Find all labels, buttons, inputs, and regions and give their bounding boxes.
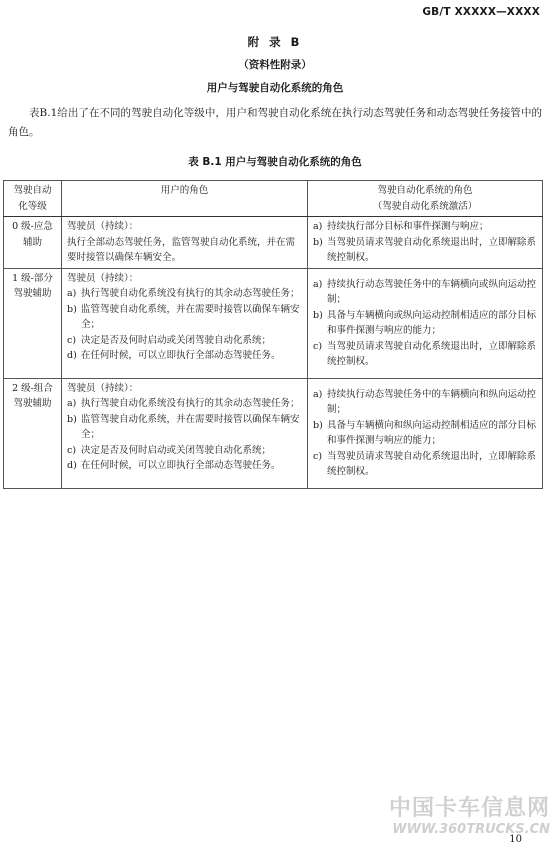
level-cell: 1 级-部分驾驶辅助 xyxy=(4,268,62,378)
item-text: 执行驾驶自动化系统没有执行的其余动态驾驶任务； xyxy=(81,398,300,409)
header-system-role-note: （驾驶自动化系统激活） xyxy=(372,200,478,212)
item-text: 执行驾驶自动化系统没有执行的其余动态驾驶任务； xyxy=(81,288,300,299)
user-role-intro: 驾驶员（持续）： xyxy=(67,221,139,232)
user-role-item xyxy=(67,396,302,412)
item-label: b) xyxy=(313,236,323,248)
system-role-item xyxy=(313,339,537,370)
level-cell: 2 级-组合驾驶辅助 xyxy=(4,378,62,488)
item-label: a) xyxy=(67,398,77,409)
item-text: 持续执行动态驾驶任务中的车辆横向或纵向运动控制； xyxy=(327,278,537,305)
item-label: b) xyxy=(313,309,323,321)
user-role-item xyxy=(67,302,302,333)
watermark-en: WWW.360TRUCKS.CN xyxy=(392,822,550,837)
table-caption: 表 B.1 用户与驾驶自动化系统的角色 xyxy=(188,156,362,168)
item-text: 在任何时候，可以立即执行全部动态驾驶任务。 xyxy=(81,460,281,471)
table-header-row xyxy=(4,181,543,217)
user-role-item xyxy=(67,348,302,364)
appendix-nature: （资料性附录） xyxy=(238,59,312,71)
system-role-item xyxy=(313,449,537,480)
roles-table xyxy=(3,180,543,489)
item-label: a) xyxy=(313,278,323,290)
system-role-item xyxy=(313,387,537,418)
item-label: a) xyxy=(67,288,77,299)
header-system-role-label: 驾驶自动化系统的角色 xyxy=(377,185,473,196)
table-row xyxy=(4,378,543,488)
system-role-item xyxy=(313,219,537,235)
item-text: 持续执行动态驾驶任务中的车辆横向和纵向运动控制； xyxy=(327,388,537,415)
system-role-cell xyxy=(308,378,543,488)
item-label: c) xyxy=(313,450,323,462)
user-role-intro: 驾驶员（持续）： xyxy=(67,382,139,394)
watermark-logo xyxy=(376,796,550,842)
item-label: b) xyxy=(67,303,77,315)
system-role-item xyxy=(313,235,537,266)
level-cell: 0 级-应急辅助 xyxy=(4,217,62,269)
watermark-cn: 中国卡车信息网 xyxy=(388,796,550,821)
user-role-item xyxy=(67,286,302,302)
item-text: 在任何时候，可以立即执行全部动态驾驶任务。 xyxy=(81,350,281,361)
item-text: 具备与车辆横向和纵向运动控制相适应的部分目标和事件探测与响应的能力； xyxy=(327,419,537,446)
system-role-item xyxy=(313,277,537,308)
item-label: c) xyxy=(67,444,77,456)
appendix-heading: 用户与驾驶自动化系统的角色 xyxy=(206,82,344,94)
item-label: c) xyxy=(67,334,77,346)
system-role-item xyxy=(313,308,537,339)
user-role-item xyxy=(67,458,302,474)
page-number: 10 xyxy=(509,834,522,845)
system-role-cell xyxy=(308,268,543,378)
header-user-role: 用户的角色 xyxy=(62,181,308,217)
item-text: 当驾驶员请求驾驶自动化系统退出时，立即解除系统控制权。 xyxy=(327,236,537,263)
user-role-cell xyxy=(62,378,308,488)
user-role-item xyxy=(67,443,302,459)
item-text: 监管驾驶自动化系统，并在需要时接管以确保车辆安全； xyxy=(81,413,300,440)
item-label: b) xyxy=(313,419,323,431)
item-label: d) xyxy=(67,350,77,361)
system-role-item xyxy=(313,418,537,449)
item-text: 当驾驶员请求驾驶自动化系统退出时，立即解除系统控制权。 xyxy=(327,340,537,367)
table-body xyxy=(4,217,543,489)
item-text: 持续执行部分目标和事件探测与响应； xyxy=(327,221,489,232)
item-text: 当驾驶员请求驾驶自动化系统退出时，立即解除系统控制权。 xyxy=(327,450,537,477)
item-label: c) xyxy=(313,340,323,352)
item-text: 具备与车辆横向或纵向运动控制相适应的部分目标和事件探测与响应的能力； xyxy=(327,309,537,336)
item-text: 决定是否及何时启动或关闭驾驶自动化系统； xyxy=(81,444,272,456)
item-label: d) xyxy=(67,460,77,471)
user-role-text: 执行全部动态驾驶任务，监管驾驶自动化系统，并在需要时接管以确保车辆安全。 xyxy=(67,236,296,263)
header-level: 驾驶自动化等级 xyxy=(4,181,62,217)
user-role-intro: 驾驶员（持续）： xyxy=(67,272,139,284)
header-system-role xyxy=(308,181,543,217)
item-label: b) xyxy=(67,413,77,425)
item-text: 监管驾驶自动化系统，并在需要时接管以确保车辆安全； xyxy=(81,303,300,330)
system-role-cell xyxy=(308,217,543,269)
user-role-cell xyxy=(62,217,308,269)
intro-paragraph: 表B.1给出了在不同的驾驶自动化等级中，用户和驾驶自动化系统在执行动态驾驶任务和动态驾驶任务接管中的角色。 xyxy=(8,107,542,138)
table-row xyxy=(4,268,543,378)
table-row xyxy=(4,217,543,269)
item-label: a) xyxy=(313,221,323,232)
user-role-item xyxy=(67,333,302,349)
item-text: 决定是否及何时启动或关闭驾驶自动化系统； xyxy=(81,334,272,346)
appendix-title: 附 录 B xyxy=(247,35,303,49)
user-role-cell xyxy=(62,268,308,378)
standard-code: GB/T XXXXX—XXXX xyxy=(422,6,540,18)
user-role-item xyxy=(67,412,302,443)
item-label: a) xyxy=(313,388,323,400)
